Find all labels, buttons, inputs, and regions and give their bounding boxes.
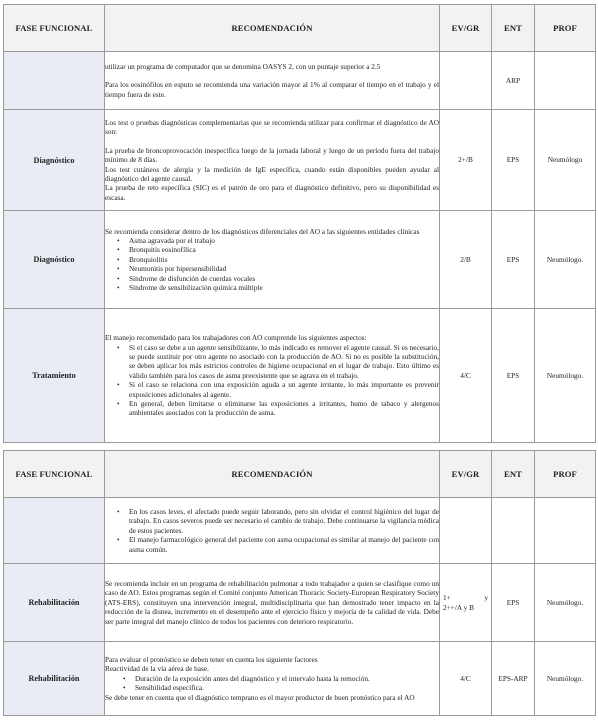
header-phase: FASE FUNCIONAL bbox=[4, 451, 105, 498]
header-recommendation: RECOMENDACIÓN bbox=[105, 5, 440, 52]
list-item: • En los casos leves, el afectado puede seguir laborando, pero sin olvidar el control higiénico del lugar de trabajo. En casos severos puede ser necesario el cambio de trabajo. Debe continuarse la vigilancia médica de estos pacientes. bbox=[129, 507, 439, 535]
list-item: • Asma agravada por el trabajo bbox=[129, 236, 439, 245]
phase-cell bbox=[4, 498, 105, 564]
ev-cell: 2/B bbox=[440, 211, 492, 309]
rec-paragraph: Se recomienda considerar dentro de los diagnósticos diferenciales del AO a las siguientes entidades clínicas bbox=[105, 226, 420, 236]
ev-cell bbox=[440, 498, 492, 564]
bullet-list bbox=[105, 343, 439, 418]
ev-cell bbox=[440, 564, 492, 642]
header-recommendation: RECOMENDACIÓN bbox=[105, 451, 440, 498]
ev-cell: 2+/B bbox=[440, 110, 492, 211]
prof-cell: Neumólogo. bbox=[535, 211, 596, 309]
recommendation-cell bbox=[105, 309, 440, 443]
ev-part: y bbox=[484, 593, 488, 603]
rec-paragraph: Los test o pruebas diagnósticas complementarias que se recomienda utilizar para confirmar el diagnóstico de AO son: bbox=[105, 117, 439, 137]
ent-cell: EPS bbox=[492, 110, 535, 211]
list-item: • En general, deben limitarse o eliminarse las exposiciones a irritantes, humo de tabaco y alergenos ambientales asociados con la producción de asma. bbox=[129, 399, 439, 418]
phase-cell: Rehabilitación bbox=[4, 564, 105, 642]
recommendations-table-2 bbox=[3, 450, 596, 716]
ev-cell bbox=[440, 52, 492, 110]
table-row bbox=[4, 564, 596, 642]
ent-cell bbox=[492, 498, 535, 564]
recommendation-cell: Se recomienda incluir en un programa de rehabilitación pulmonar a todo trabajador a quien se clasifique como un caso de AO. Estos programas según el Comité conjunto American Thoracic Society-European Respiratory Society (ATS-ERS), constituyen una intervención integral, multidisciplinaria que han demostrado tener impacto en la reducción de la disnea, incremento en el desempeño ante el ejercicio físico y mejoría de la calidad de vida. Debe ser parte integral del manejo clínico de todos los pacientes con deterioro respiratorio. bbox=[105, 564, 440, 642]
list-item: • Bronquitis eosinofílica bbox=[129, 245, 439, 254]
prof-cell: Neumólogo. bbox=[535, 642, 596, 716]
rec-paragraph: Reactividad de la vía aérea de base. bbox=[105, 664, 209, 674]
table-row bbox=[4, 642, 596, 716]
ev-cell: 4/C bbox=[440, 642, 492, 716]
prof-cell: Neumólogo bbox=[535, 110, 596, 211]
rec-paragraph: Se debe tener en cuenta que el diagnóstico temprano es el mayor productor de buen pronóstico para el AO bbox=[105, 692, 415, 702]
table-header-row bbox=[4, 451, 596, 498]
rec-paragraph: Para los eosinófilos en esputo se recomienda una variación mayor al 1% al comparar el tiempo en el trabajo y el tiempo fuera de este. bbox=[105, 80, 439, 99]
rec-paragraph: utilizar un programa de computador que se denomina OASYS 2, con un puntaje superior a 2.5 bbox=[105, 61, 381, 71]
ev-cell: 4/C bbox=[440, 309, 492, 443]
prof-cell: Neumólogo. bbox=[535, 309, 596, 443]
table-row bbox=[4, 52, 596, 110]
list-item: • Si el caso se debe a un agente sensibilizante, lo más indicado es remover el agente causal. Si es necesario, se puede sustituir por otro agente no asociado con la producción de AO. Si no es posible la substitución, se deben aplicar los más estrictos controles de higiene ocupacional en el lugar de trabajo. Esto último es válido también para los casos de asma preexistente que se agrava en el trabajo. bbox=[129, 343, 439, 381]
ent-cell: EPS-ARP bbox=[492, 642, 535, 716]
phase-cell: Tratamiento bbox=[4, 309, 105, 443]
ev-line bbox=[440, 593, 491, 602]
ev-part: 1+ bbox=[443, 593, 451, 603]
table-row bbox=[4, 309, 596, 443]
header-ev-gr: EV/GR bbox=[440, 451, 492, 498]
header-prof: PROF bbox=[535, 451, 596, 498]
bullet-list bbox=[105, 236, 439, 292]
bullet-list bbox=[105, 507, 439, 554]
ent-cell: EPS bbox=[492, 564, 535, 642]
recommendation-cell bbox=[105, 498, 440, 564]
rec-paragraph: Los test cutáneos de alergia y la medición de IgE específica, cuando están disponibles pueden ayudar al diagnóstico del agente causal. bbox=[105, 164, 439, 183]
list-item: • Duración de la exposición antes del diagnóstico y el intervalo hasta la remoción. bbox=[135, 674, 439, 683]
rec-paragraph: La prueba de reto específica (SIC) es el patrón de oro para el diagnóstico definitivo, pero su disponibilidad es escasa. bbox=[105, 183, 439, 202]
list-item: • Si el caso se relaciona con una exposición aguda a un agente irritante, lo más importante es prevenir exposiciones adicionales al agente. bbox=[129, 380, 439, 399]
ent-cell: EPS bbox=[492, 309, 535, 443]
table-header-row bbox=[4, 5, 596, 52]
list-item: • Sensibilidad específica. bbox=[135, 683, 439, 692]
list-item: • El manejo farmacológico general del paciente con asma ocupacional es similar al manejo del paciente con asma común. bbox=[129, 535, 439, 554]
table-row bbox=[4, 498, 596, 564]
prof-cell bbox=[535, 52, 596, 110]
header-ent: ENT bbox=[492, 5, 535, 52]
recommendations-table-1 bbox=[3, 4, 596, 443]
table-row bbox=[4, 110, 596, 211]
list-item: • Síndrome de sensibilización química múltiple bbox=[129, 283, 439, 292]
phase-cell bbox=[4, 52, 105, 110]
recommendation-cell bbox=[105, 211, 440, 309]
recommendation-cell bbox=[105, 642, 440, 716]
ent-cell: ARP bbox=[492, 52, 535, 110]
ev-part: 2++/A y B bbox=[443, 602, 474, 612]
header-ent: ENT bbox=[492, 451, 535, 498]
list-item: • Bronquiolitis bbox=[129, 255, 439, 264]
header-prof: PROF bbox=[535, 5, 596, 52]
prof-cell bbox=[535, 498, 596, 564]
phase-cell: Diagnóstico bbox=[4, 110, 105, 211]
rec-paragraph: El manejo recomendado para los trabajadores con AO comprende los siguientes aspectos: bbox=[105, 333, 367, 343]
phase-cell: Diagnóstico bbox=[4, 211, 105, 309]
recommendation-cell bbox=[105, 52, 440, 110]
header-phase: FASE FUNCIONAL bbox=[4, 5, 105, 52]
bullet-list bbox=[105, 674, 439, 693]
prof-cell: Neumólogo. bbox=[535, 564, 596, 642]
list-item: • Síndrome de disfunción de cuerdas vocales bbox=[129, 274, 439, 283]
phase-cell: Rehabilitación bbox=[4, 642, 105, 716]
header-ev-gr: EV/GR bbox=[440, 5, 492, 52]
recommendation-cell bbox=[105, 110, 440, 211]
list-item: • Neumonitis por hipersensibilidad bbox=[129, 264, 439, 273]
table-row bbox=[4, 211, 596, 309]
rec-paragraph: La prueba de broncoprovocación inespecífica luego de la jornada laboral y luego de un período fuera del trabajo mínimo de 8 días. bbox=[105, 145, 439, 165]
ent-cell: EPS bbox=[492, 211, 535, 309]
rec-paragraph: Para evaluar el pronóstico se deben tener en cuenta los siguiente factores bbox=[105, 654, 318, 664]
